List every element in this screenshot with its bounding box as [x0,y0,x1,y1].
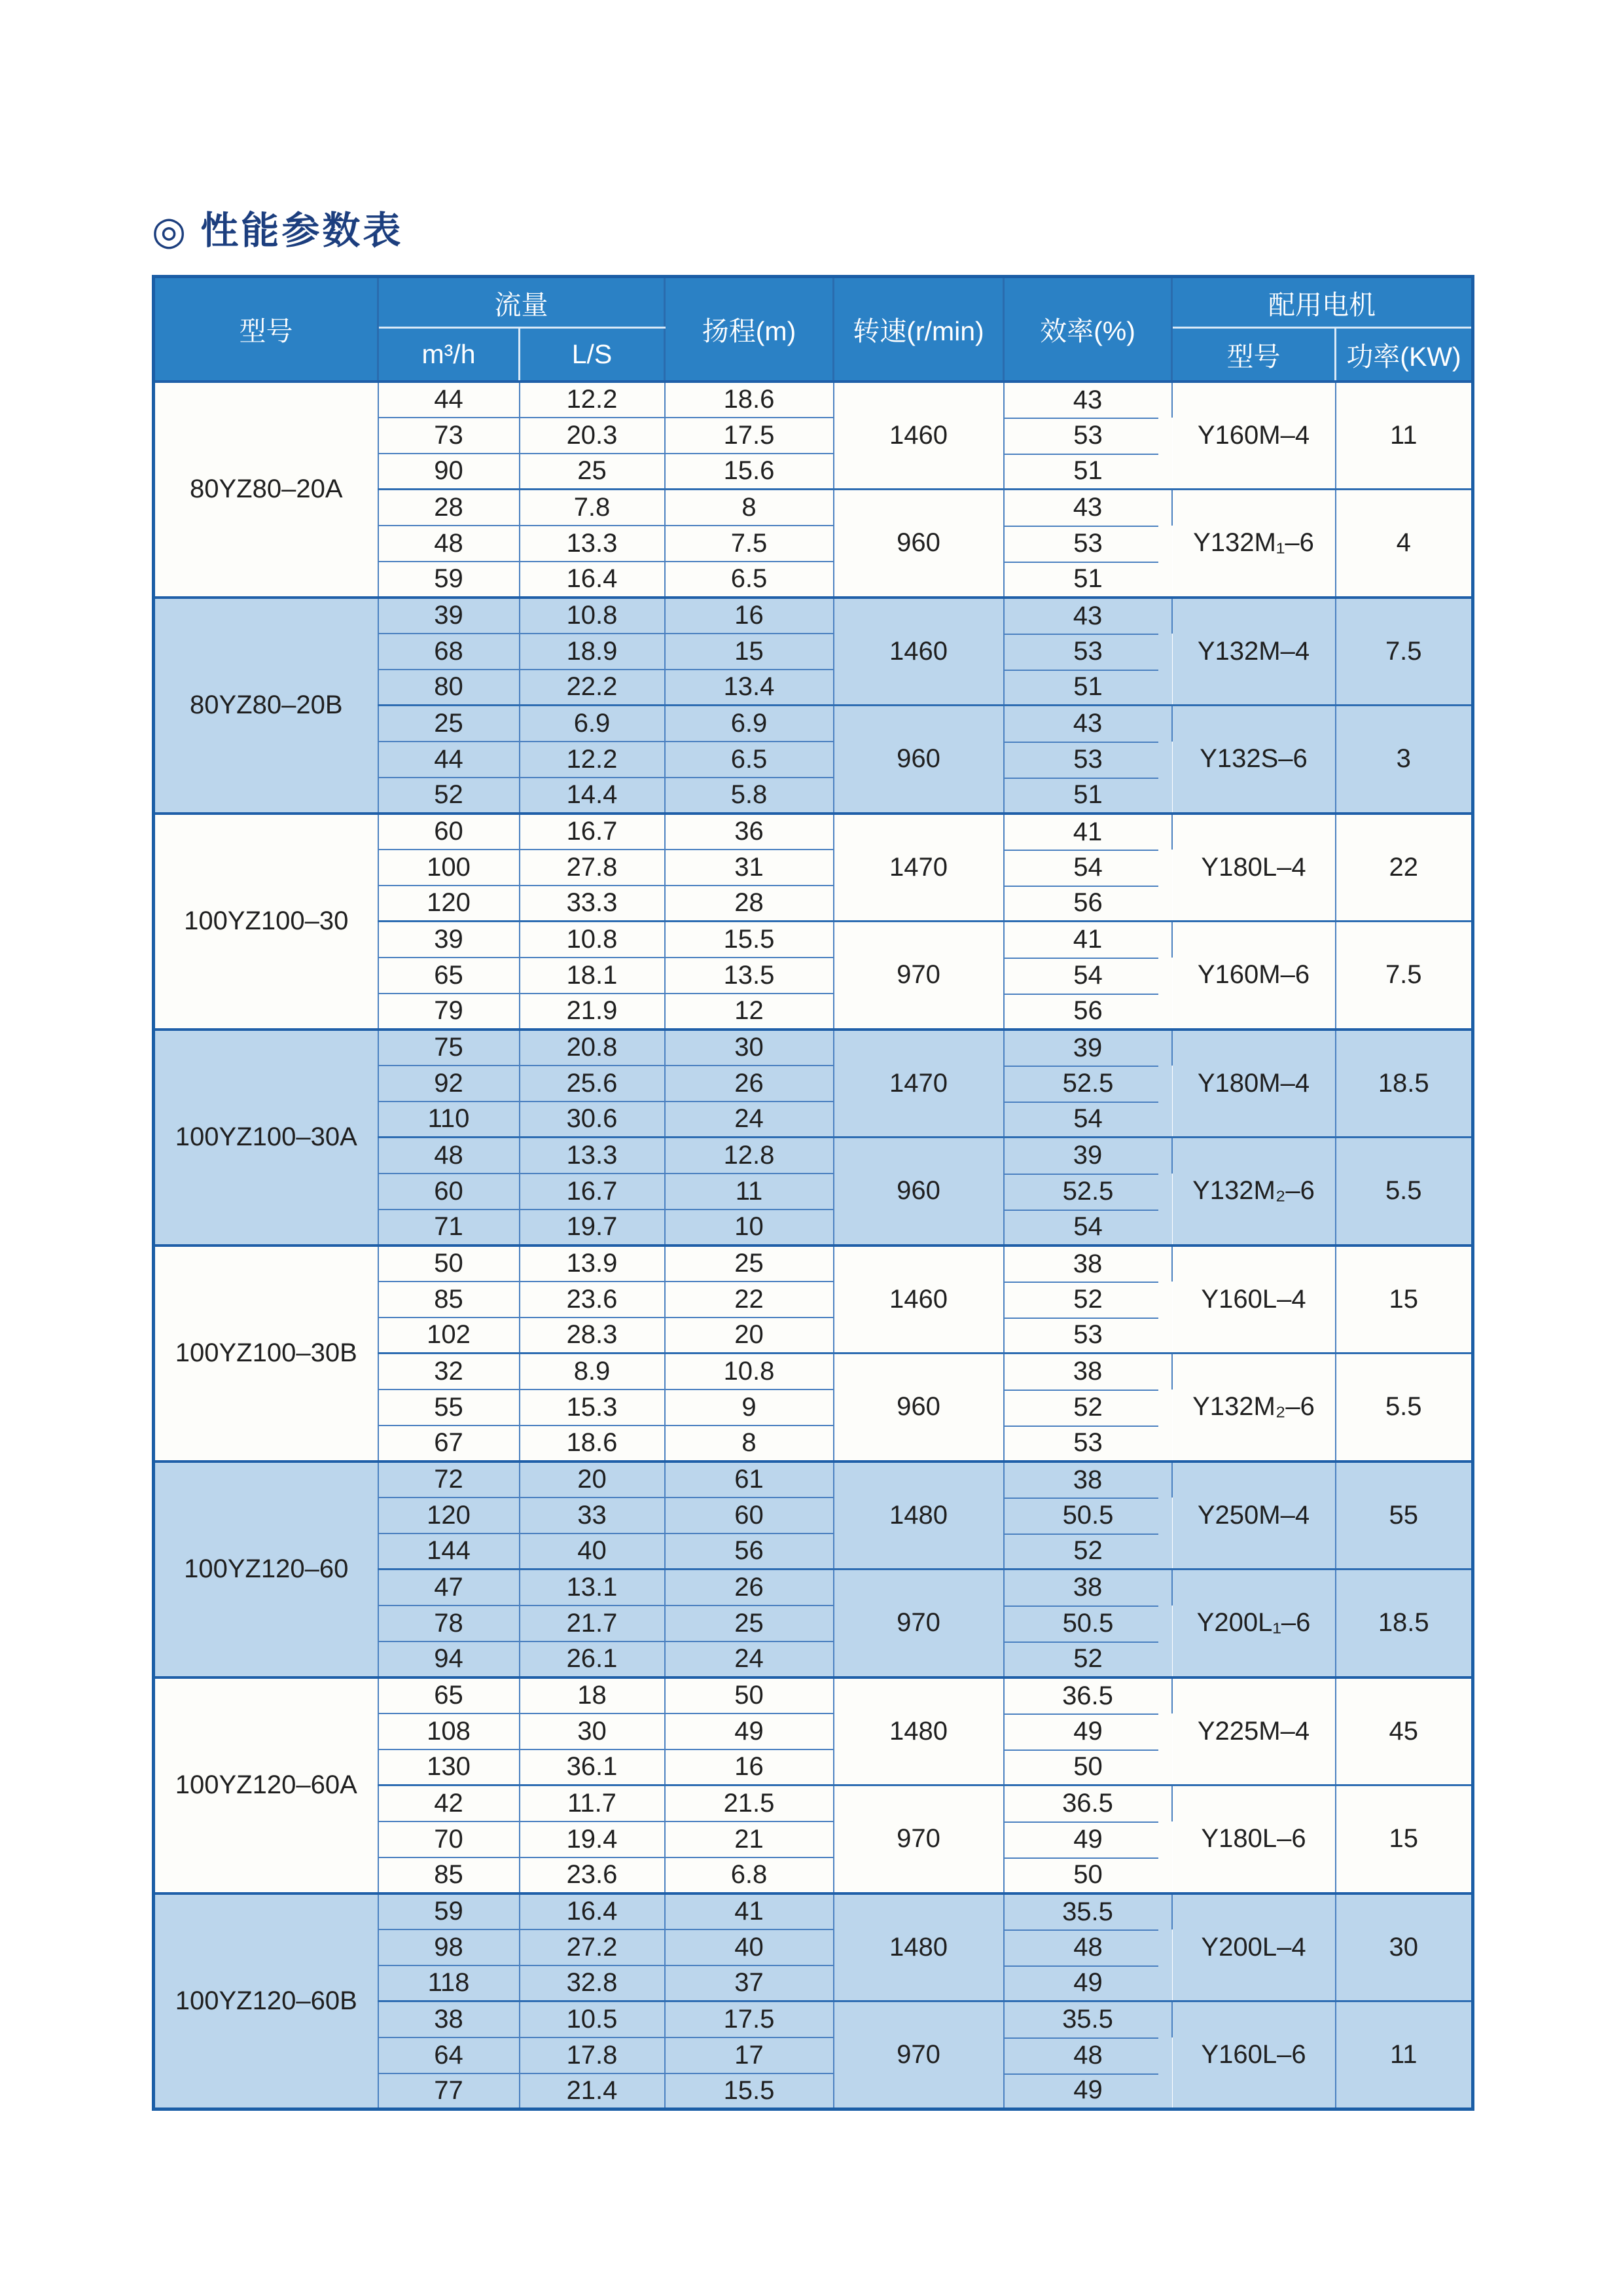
head-m-cell: 18.6 [665,382,834,418]
flow-m3h-cell: 44 [378,742,520,778]
efficiency-cell: 38 [1004,1462,1172,1498]
flow-ls-cell: 13.3 [520,1138,665,1174]
head-m-cell: 8 [665,1426,834,1462]
efficiency-cell: 38 [1004,1354,1172,1390]
flow-m3h-cell: 77 [378,2073,520,2109]
efficiency-cell: 53 [1004,742,1172,778]
motor-power-cell: 55 [1336,1462,1473,1570]
head-m-cell: 13.5 [665,958,834,994]
head-m-cell: 13.4 [665,670,834,706]
flow-ls-cell: 25.6 [520,1066,665,1102]
speed-cell: 1480 [834,1462,1004,1570]
motor-power-cell: 22 [1336,814,1473,922]
speed-cell: 970 [834,1785,1004,1893]
head-m-cell: 31 [665,850,834,886]
flow-ls-cell: 36.1 [520,1749,665,1785]
head-m-cell: 25 [665,1246,834,1282]
pump-model-cell: 100YZ100–30 [154,814,378,1030]
efficiency-cell: 48 [1004,1929,1172,1965]
flow-ls-cell: 13.3 [520,526,665,562]
flow-m3h-cell: 85 [378,1282,520,1318]
head-m-cell: 8 [665,490,834,526]
motor-power-cell: 45 [1336,1677,1473,1785]
efficiency-cell: 35.5 [1004,2001,1172,2037]
motor-model-cell: Y200L–4 [1172,1893,1336,2001]
flow-ls-cell: 19.4 [520,1821,665,1857]
flow-ls-cell: 28.3 [520,1318,665,1354]
head-m-cell: 17.5 [665,418,834,454]
flow-m3h-cell: 60 [378,1174,520,1210]
flow-ls-cell: 11.7 [520,1785,665,1821]
flow-m3h-cell: 50 [378,1246,520,1282]
speed-cell: 1480 [834,1893,1004,2001]
flow-ls-cell: 20.3 [520,418,665,454]
header-motor-power: 功率(KW) [1336,328,1473,382]
flow-m3h-cell: 68 [378,634,520,670]
flow-m3h-cell: 79 [378,994,520,1030]
efficiency-cell: 51 [1004,670,1172,706]
head-m-cell: 15.5 [665,922,834,958]
efficiency-cell: 53 [1004,1318,1172,1354]
head-m-cell: 6.9 [665,706,834,742]
speed-cell: 960 [834,1138,1004,1246]
data-row [154,1893,1473,1929]
head-m-cell: 6.8 [665,1857,834,1893]
speed-cell: 960 [834,706,1004,814]
flow-ls-cell: 13.1 [520,1570,665,1605]
flow-m3h-cell: 71 [378,1210,520,1246]
flow-m3h-cell: 48 [378,1138,520,1174]
head-m-cell: 21.5 [665,1785,834,1821]
head-m-cell: 15.5 [665,2073,834,2109]
head-m-cell: 22 [665,1282,834,1318]
pump-model-cell: 80YZ80–20A [154,382,378,598]
head-m-cell: 49 [665,1713,834,1749]
head-m-cell: 28 [665,886,834,922]
head-m-cell: 24 [665,1102,834,1138]
efficiency-cell: 50 [1004,1857,1172,1893]
motor-model-cell: Y160M–4 [1172,382,1336,490]
motor-model-cell: Y180L–6 [1172,1785,1336,1893]
flow-ls-cell: 6.9 [520,706,665,742]
data-row [154,1030,1473,1066]
efficiency-cell: 51 [1004,778,1172,814]
efficiency-cell: 50 [1004,1749,1172,1785]
flow-m3h-cell: 64 [378,2037,520,2073]
header-flow-m3h: m³/h [378,328,520,382]
flow-m3h-cell: 92 [378,1066,520,1102]
head-m-cell: 25 [665,1605,834,1641]
flow-m3h-cell: 98 [378,1929,520,1965]
motor-model-cell: Y132M–4 [1172,598,1336,706]
head-m-cell: 20 [665,1318,834,1354]
speed-cell: 1460 [834,382,1004,490]
flow-ls-cell: 27.8 [520,850,665,886]
speed-cell: 960 [834,1354,1004,1462]
efficiency-cell: 52 [1004,1282,1172,1318]
head-m-cell: 56 [665,1534,834,1570]
motor-power-cell: 18.5 [1336,1570,1473,1677]
head-m-cell: 21 [665,1821,834,1857]
pump-group [154,598,1473,814]
header-flow: 流量 [378,277,665,328]
flow-m3h-cell: 120 [378,886,520,922]
motor-power-cell: 15 [1336,1246,1473,1354]
motor-power-cell: 11 [1336,382,1473,490]
flow-m3h-cell: 100 [378,850,520,886]
flow-m3h-cell: 47 [378,1570,520,1605]
motor-power-cell: 7.5 [1336,598,1473,706]
head-m-cell: 11 [665,1174,834,1210]
head-m-cell: 10.8 [665,1354,834,1390]
head-m-cell: 16 [665,598,834,634]
header-speed: 转速(r/min) [834,277,1004,382]
efficiency-cell: 54 [1004,958,1172,994]
flow-ls-cell: 23.6 [520,1282,665,1318]
flow-m3h-cell: 120 [378,1498,520,1534]
motor-power-cell: 4 [1336,490,1473,598]
pump-group [154,1677,1473,1893]
flow-m3h-cell: 39 [378,922,520,958]
header-flow-ls: L/S [520,328,665,382]
flow-m3h-cell: 32 [378,1354,520,1390]
flow-ls-cell: 26.1 [520,1641,665,1677]
flow-ls-cell: 10.5 [520,2001,665,2037]
motor-power-cell: 11 [1336,2001,1473,2109]
flow-ls-cell: 15.3 [520,1390,665,1426]
flow-ls-cell: 25 [520,454,665,490]
flow-m3h-cell: 38 [378,2001,520,2037]
flow-ls-cell: 10.8 [520,598,665,634]
efficiency-cell: 43 [1004,490,1172,526]
efficiency-cell: 52 [1004,1390,1172,1426]
efficiency-cell: 49 [1004,1713,1172,1749]
head-m-cell: 17 [665,2037,834,2073]
head-m-cell: 15 [665,634,834,670]
pump-model-cell: 80YZ80–20B [154,598,378,814]
efficiency-cell: 38 [1004,1570,1172,1605]
motor-model-cell: Y200L₁–6 [1172,1570,1336,1677]
flow-m3h-cell: 102 [378,1318,520,1354]
efficiency-cell: 39 [1004,1030,1172,1066]
efficiency-cell: 53 [1004,526,1172,562]
page-title-text: 性能参数表 [200,209,404,252]
speed-cell: 1470 [834,1030,1004,1138]
pump-group [154,1246,1473,1462]
head-m-cell: 24 [665,1641,834,1677]
pump-model-cell: 100YZ100–30A [154,1030,378,1246]
head-m-cell: 60 [665,1498,834,1534]
motor-power-cell: 18.5 [1336,1030,1473,1138]
motor-model-cell: Y180L–4 [1172,814,1336,922]
flow-ls-cell: 12.2 [520,382,665,418]
head-m-cell: 7.5 [665,526,834,562]
flow-ls-cell: 18 [520,1677,665,1713]
head-m-cell: 12 [665,994,834,1030]
flow-ls-cell: 18.6 [520,1426,665,1462]
head-m-cell: 6.5 [665,742,834,778]
flow-ls-cell: 10.8 [520,922,665,958]
head-m-cell: 50 [665,1677,834,1713]
header-motor-model: 型号 [1172,328,1336,382]
flow-ls-cell: 18.9 [520,634,665,670]
head-m-cell: 15.6 [665,454,834,490]
flow-m3h-cell: 59 [378,1893,520,1929]
table-header [154,277,1473,382]
efficiency-cell: 54 [1004,1210,1172,1246]
efficiency-cell: 49 [1004,1821,1172,1857]
header-model: 型号 [154,277,378,382]
head-m-cell: 9 [665,1390,834,1426]
flow-m3h-cell: 52 [378,778,520,814]
efficiency-cell: 53 [1004,1426,1172,1462]
flow-m3h-cell: 48 [378,526,520,562]
flow-ls-cell: 23.6 [520,1857,665,1893]
motor-power-cell: 3 [1336,706,1473,814]
flow-ls-cell: 16.7 [520,814,665,850]
head-m-cell: 10 [665,1210,834,1246]
flow-m3h-cell: 73 [378,418,520,454]
pump-group [154,1893,1473,2109]
flow-m3h-cell: 65 [378,1677,520,1713]
flow-m3h-cell: 70 [378,1821,520,1857]
flow-m3h-cell: 110 [378,1102,520,1138]
header-motor-group: 配用电机 [1172,277,1473,328]
efficiency-cell: 51 [1004,454,1172,490]
flow-ls-cell: 27.2 [520,1929,665,1965]
flow-m3h-cell: 25 [378,706,520,742]
efficiency-cell: 54 [1004,850,1172,886]
flow-m3h-cell: 75 [378,1030,520,1066]
efficiency-cell: 49 [1004,2073,1172,2109]
flow-ls-cell: 12.2 [520,742,665,778]
motor-model-cell: Y250M–4 [1172,1462,1336,1570]
speed-cell: 960 [834,490,1004,598]
efficiency-cell: 43 [1004,382,1172,418]
efficiency-cell: 56 [1004,994,1172,1030]
motor-model-cell: Y132M₂–6 [1172,1138,1336,1246]
flow-ls-cell: 22.2 [520,670,665,706]
motor-power-cell: 5.5 [1336,1138,1473,1246]
pump-model-cell: 100YZ100–30B [154,1246,378,1462]
efficiency-cell: 39 [1004,1138,1172,1174]
motor-power-cell: 15 [1336,1785,1473,1893]
flow-m3h-cell: 59 [378,562,520,598]
flow-m3h-cell: 55 [378,1390,520,1426]
header-efficiency: 效率(%) [1004,277,1172,382]
data-row [154,1462,1473,1498]
flow-ls-cell: 20 [520,1462,665,1498]
flow-ls-cell: 17.8 [520,2037,665,2073]
flow-m3h-cell: 67 [378,1426,520,1462]
efficiency-cell: 41 [1004,922,1172,958]
data-row [154,1246,1473,1282]
pump-group [154,1030,1473,1246]
head-m-cell: 6.5 [665,562,834,598]
flow-m3h-cell: 42 [378,1785,520,1821]
flow-m3h-cell: 28 [378,490,520,526]
head-m-cell: 40 [665,1929,834,1965]
head-m-cell: 41 [665,1893,834,1929]
efficiency-cell: 52 [1004,1641,1172,1677]
motor-model-cell: Y160L–4 [1172,1246,1336,1354]
page-title [152,211,1471,251]
flow-ls-cell: 7.8 [520,490,665,526]
head-m-cell: 61 [665,1462,834,1498]
pump-group [154,814,1473,1030]
efficiency-cell: 56 [1004,886,1172,922]
motor-power-cell: 5.5 [1336,1354,1473,1462]
head-m-cell: 17.5 [665,2001,834,2037]
flow-m3h-cell: 39 [378,598,520,634]
efficiency-cell: 52.5 [1004,1066,1172,1102]
flow-ls-cell: 20.8 [520,1030,665,1066]
flow-m3h-cell: 44 [378,382,520,418]
motor-model-cell: Y132S–6 [1172,706,1336,814]
motor-model-cell: Y180M–4 [1172,1030,1336,1138]
flow-m3h-cell: 72 [378,1462,520,1498]
efficiency-cell: 35.5 [1004,1893,1172,1929]
flow-m3h-cell: 85 [378,1857,520,1893]
flow-ls-cell: 19.7 [520,1210,665,1246]
flow-ls-cell: 21.9 [520,994,665,1030]
head-m-cell: 12.8 [665,1138,834,1174]
head-m-cell: 26 [665,1066,834,1102]
flow-ls-cell: 33.3 [520,886,665,922]
data-row [154,1677,1473,1713]
flow-m3h-cell: 78 [378,1605,520,1641]
motor-model-cell: Y160L–6 [1172,2001,1336,2109]
flow-m3h-cell: 65 [378,958,520,994]
head-m-cell: 30 [665,1030,834,1066]
flow-ls-cell: 30.6 [520,1102,665,1138]
performance-table [152,275,1474,2111]
flow-m3h-cell: 144 [378,1534,520,1570]
flow-m3h-cell: 80 [378,670,520,706]
speed-cell: 970 [834,2001,1004,2109]
efficiency-cell: 36.5 [1004,1785,1172,1821]
flow-ls-cell: 13.9 [520,1246,665,1282]
motor-power-cell: 7.5 [1336,922,1473,1030]
head-m-cell: 26 [665,1570,834,1605]
flow-ls-cell: 21.4 [520,2073,665,2109]
efficiency-cell: 36.5 [1004,1677,1172,1713]
flow-ls-cell: 16.4 [520,1893,665,1929]
title-bullseye-icon: ◎ [152,209,189,253]
speed-cell: 1460 [834,1246,1004,1354]
efficiency-cell: 51 [1004,562,1172,598]
speed-cell: 970 [834,922,1004,1030]
head-m-cell: 5.8 [665,778,834,814]
flow-ls-cell: 32.8 [520,1965,665,2001]
motor-model-cell: Y225M–4 [1172,1677,1336,1785]
speed-cell: 970 [834,1570,1004,1677]
flow-ls-cell: 16.7 [520,1174,665,1210]
efficiency-cell: 50.5 [1004,1605,1172,1641]
speed-cell: 1470 [834,814,1004,922]
efficiency-cell: 50.5 [1004,1498,1172,1534]
efficiency-cell: 52 [1004,1534,1172,1570]
flow-m3h-cell: 94 [378,1641,520,1677]
data-row [154,382,1473,418]
efficiency-cell: 53 [1004,634,1172,670]
efficiency-cell: 38 [1004,1246,1172,1282]
efficiency-cell: 41 [1004,814,1172,850]
flow-m3h-cell: 118 [378,1965,520,2001]
speed-cell: 1460 [834,598,1004,706]
pump-group [154,1462,1473,1677]
header-head-m: 扬程(m) [665,277,834,382]
pump-model-cell: 100YZ120–60B [154,1893,378,2109]
efficiency-cell: 53 [1004,418,1172,454]
flow-m3h-cell: 130 [378,1749,520,1785]
head-m-cell: 37 [665,1965,834,2001]
flow-m3h-cell: 90 [378,454,520,490]
motor-model-cell: Y160M–6 [1172,922,1336,1030]
flow-ls-cell: 21.7 [520,1605,665,1641]
efficiency-cell: 48 [1004,2037,1172,2073]
flow-ls-cell: 40 [520,1534,665,1570]
flow-ls-cell: 14.4 [520,778,665,814]
speed-cell: 1480 [834,1677,1004,1785]
flow-m3h-cell: 108 [378,1713,520,1749]
data-row [154,814,1473,850]
head-m-cell: 36 [665,814,834,850]
flow-ls-cell: 8.9 [520,1354,665,1390]
head-m-cell: 16 [665,1749,834,1785]
efficiency-cell: 52.5 [1004,1174,1172,1210]
motor-power-cell: 30 [1336,1893,1473,2001]
flow-ls-cell: 16.4 [520,562,665,598]
flow-ls-cell: 18.1 [520,958,665,994]
motor-model-cell: Y132M₁–6 [1172,490,1336,598]
pump-model-cell: 100YZ120–60 [154,1462,378,1677]
pump-model-cell: 100YZ120–60A [154,1677,378,1893]
pump-group [154,382,1473,598]
flow-m3h-cell: 60 [378,814,520,850]
efficiency-cell: 54 [1004,1102,1172,1138]
flow-ls-cell: 33 [520,1498,665,1534]
motor-model-cell: Y132M₂–6 [1172,1354,1336,1462]
data-row [154,598,1473,634]
efficiency-cell: 49 [1004,1965,1172,2001]
efficiency-cell: 43 [1004,598,1172,634]
flow-ls-cell: 30 [520,1713,665,1749]
efficiency-cell: 43 [1004,706,1172,742]
